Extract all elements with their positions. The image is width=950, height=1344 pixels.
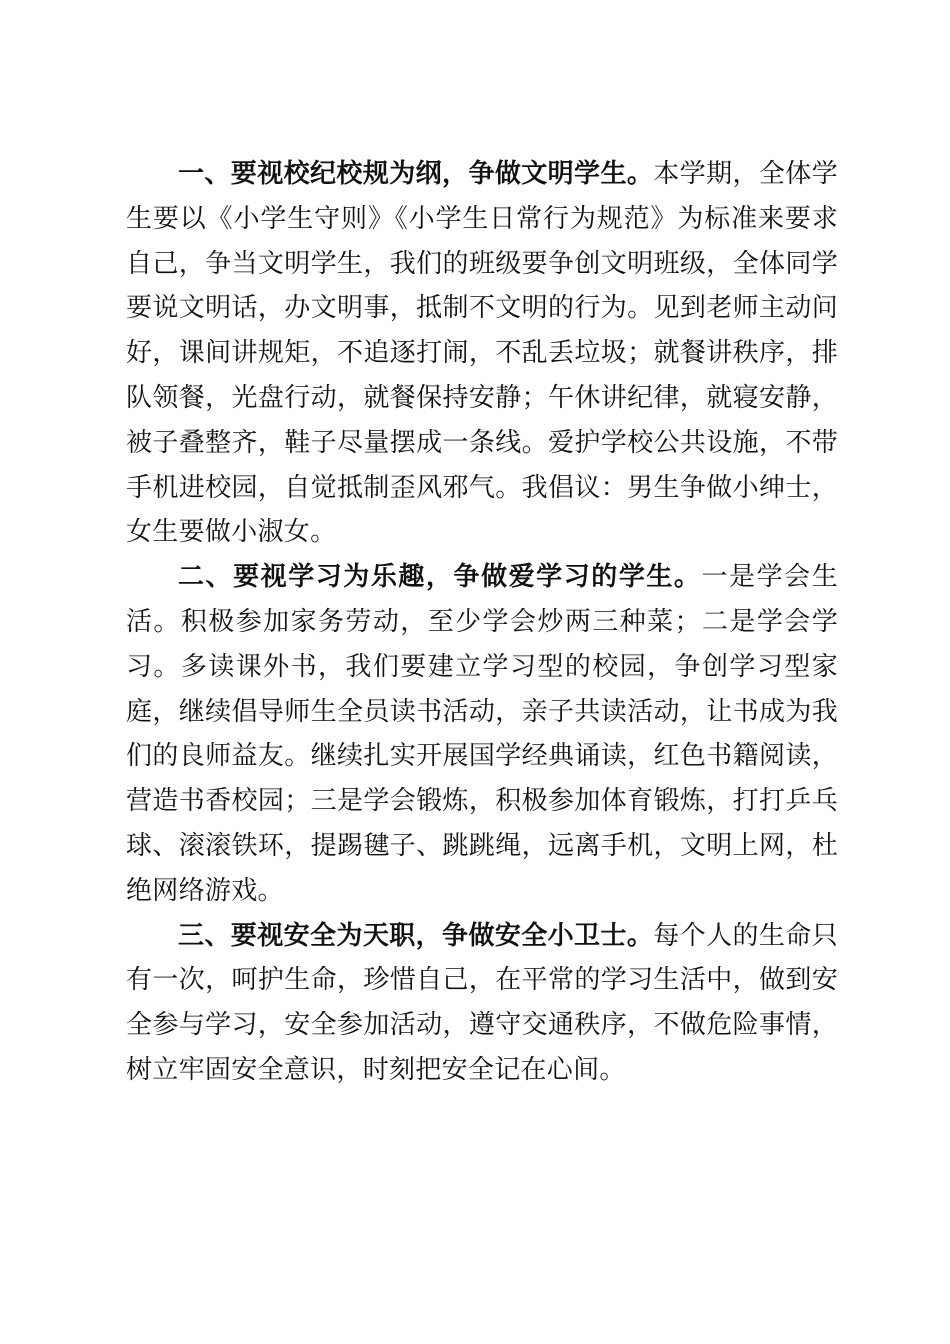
paragraph-3-text: 每个人的生命只有一次，呵护生命，珍惜自己，在平常的学习生活中，做到安全参与学习，安全参加活动，遵守交通秩序，不做危险事情，树立牢固安全意识，时刻把安全记在心间。: [126, 920, 838, 1085]
paragraph-1-heading: 一、要视校纪校规为纲，争做文明学生。: [178, 159, 654, 189]
paragraph-3: [126, 914, 838, 1093]
paragraph-2-heading: 二、要视学习为乐趣，争做爱学习的学生。: [178, 562, 702, 593]
document-body: [126, 152, 838, 1093]
paragraph-2-text: 一是学会生活。积极参加家务劳动，至少学会炒两三种菜；二是学会学习。多读课外书，我们要建立学习型的校园，争创学习型家庭，继续倡导师生全员读书活动，亲子共读活动，让书成为我们的良师益友。继续扎实开展国学经典诵读，红色书籍阅读，营造书香校园；三是学会锻炼，积极参加体育锻炼，打打乒乓球、滚滚铁环，提踢毽子、跳跳绳，远离手机，文明上网，杜绝网络游戏。: [126, 562, 838, 906]
paragraph-3-heading: 三、要视安全为天职，争做安全小卫士。: [178, 920, 654, 951]
paragraph-1: [126, 152, 838, 555]
paragraph-1-text: 本学期，全体学生要以《小学生守则》《小学生日常行为规范》为标准来要求自己，争当文明学生，我们的班级要争创文明班级，全体同学要说文明话，办文明事，抵制不文明的行为。见到老师主动问好，课间讲规矩，不追逐打闹，不乱丢垃圾；就餐讲秩序，排队领餐，光盘行动，就餐保持安静；午休讲纪律，就寝安静，被子叠整齐，鞋子尽量摆成一条线。爱护学校公共设施，不带手机进校园，自觉抵制歪风邪气。我倡议：男生争做小绅士，女生要做小淑女。: [126, 159, 838, 548]
paragraph-2: [126, 555, 838, 913]
